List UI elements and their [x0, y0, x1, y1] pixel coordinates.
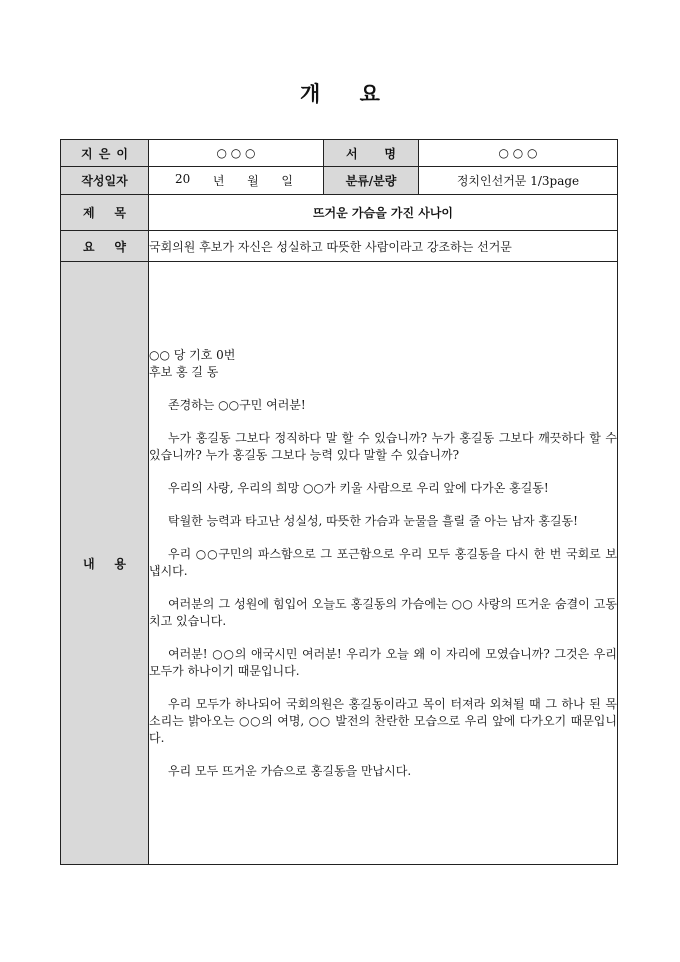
author-row [61, 140, 618, 167]
author-value: ○ ○ ○ [149, 140, 324, 167]
overview-form-table [60, 139, 618, 865]
content-paragraph: 우리 모두가 하나되어 국회의원은 홍길동이라고 목이 터져라 외쳐될 때 그 하나 된 목소리는 밝아오는 ○○의 여명, ○○ 발전의 찬란한 모습으로 우리 앞에 다가오기 때문입니다. [149, 696, 617, 745]
content-paragraph: 우리의 사랑, 우리의 희망 ○○가 키울 사람으로 우리 앞에 다가온 홍길동! [168, 480, 549, 495]
content-body [149, 262, 618, 865]
author-label: 지 은 이 [61, 140, 149, 167]
content-row [61, 262, 618, 865]
summary-label: 요 약 [61, 231, 149, 262]
subject-value: 뜨거운 가슴을 가진 사나이 [149, 195, 618, 231]
date-label: 작성일자 [61, 167, 149, 195]
signature-value: ○ ○ ○ [419, 140, 618, 167]
page-title-char: 개 [300, 81, 321, 106]
page-title-char: 요 [359, 81, 380, 106]
content-label: 내 용 [61, 262, 149, 865]
page-title [0, 78, 680, 108]
date-row [61, 167, 618, 195]
signature-label: 서 명 [324, 140, 419, 167]
candidate-line: 후보 홍 길 동 [149, 364, 219, 379]
content-paragraph: 누가 홍길동 그보다 정직하다 말 할 수 있습니까? 누가 홍길동 그보다 깨끗하다 할 수 있습니까? 누가 홍길동 그보다 능력 있다 말할 수 있습니까? [149, 430, 617, 462]
category-value: 정치인선거문 1/3page [419, 167, 618, 195]
candidate-header [149, 347, 617, 381]
content-paragraph: 우리 모두 뜨거운 가슴으로 홍길동을 만납시다. [168, 763, 412, 778]
category-label: 분류/분량 [324, 167, 419, 195]
party-line: ○○ 당 기호 0번 [149, 347, 236, 362]
content-paragraph: 여러분의 그 성원에 힘입어 오늘도 홍길동의 가슴에는 ○○ 사랑의 뜨거운 숨결이 고동치고 있습니다. [149, 596, 617, 628]
date-value: 20 년 월 일 [149, 167, 324, 195]
content-paragraph: 탁월한 능력과 타고난 성실성, 따뜻한 가슴과 눈물을 흘릴 줄 아는 남자 홍길동! [168, 513, 578, 528]
subject-label: 제 목 [61, 195, 149, 231]
content-paragraph: 우리 ○○구민의 파스함으로 그 포근함으로 우리 모두 홍길동을 다시 한 번 국회로 보냅시다. [149, 546, 617, 578]
content-paragraph: 존경하는 ○○구민 여러분! [168, 397, 306, 412]
summary-row [61, 231, 618, 262]
summary-value: 국회의원 후보가 자신은 성실하고 따뜻한 사람이라고 강조하는 선거문 [149, 231, 618, 262]
content-paragraph: 여러분! ○○의 애국시민 여러분! 우리가 오늘 왜 이 자리에 모였습니까? 그것은 우리 모두가 하나이기 때문입니다. [149, 646, 617, 678]
subject-row [61, 195, 618, 231]
